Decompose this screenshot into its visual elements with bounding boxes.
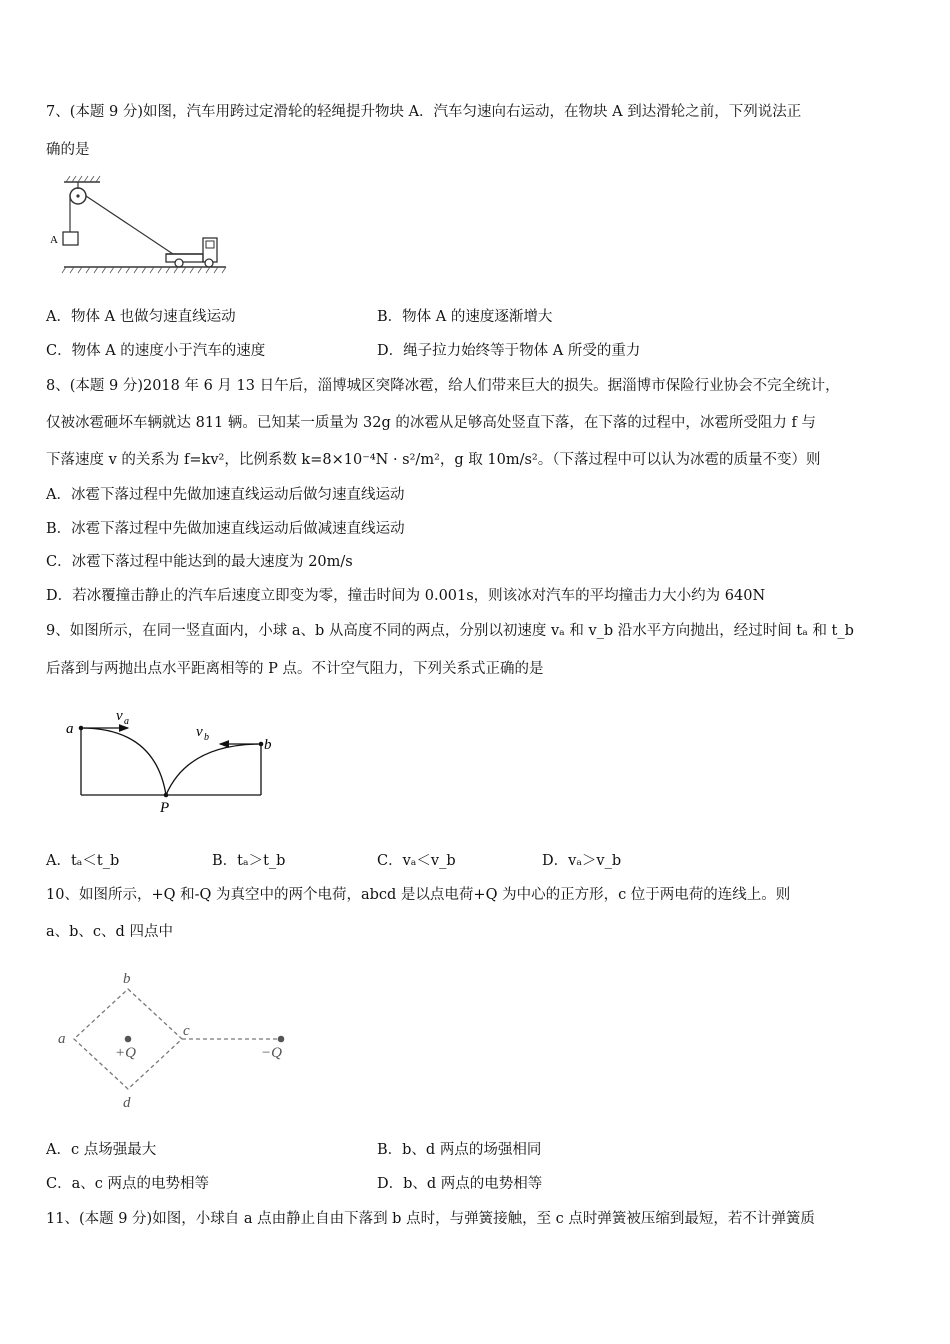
q7-block-label: A — [50, 234, 58, 246]
q8-stem-line3: 下落速度 v 的关系为 f=kv²，比例系数 k=8×10⁻⁴N · s²/m²，g 取 10m/s²。（下落过程中可以认为冰雹的质量不变）则 — [46, 452, 821, 468]
q8-stem-line2: 仅被冰雹砸坏车辆就达 811 辆。已知某一质量为 32g 的冰雹从足够高处竖直下落，在下落的过程中，冰雹所受阻力 f 与 — [46, 415, 816, 431]
q11-stem-line1: 11、(本题 9 分)如图，小球自 a 点由静止自由下落到 b 点时，与弹簧接触，至 c 点时弹簧被压缩到最短，若不计弹簧质 — [46, 1211, 815, 1227]
q7-pulley-truck-figure — [48, 172, 233, 277]
q9-label-va-sub: a — [124, 716, 129, 727]
q9-label-a: a — [66, 721, 74, 737]
q8-option-b[interactable]: B．冰雹下落过程中先做加速直线运动后做减速直线运动 — [46, 521, 405, 537]
q7-option-b[interactable]: B．物体 A 的速度逐渐增大 — [377, 309, 553, 325]
q8-option-d[interactable]: D．若冰覆撞击静止的汽车后速度立即变为零，撞击时间为 0.001s，则该冰对汽车的平均撞击力大小约为 640N — [46, 588, 766, 604]
q7-stem-line2: 确的是 — [46, 142, 90, 158]
q9-stem-line2: 后落到与两抛出点水平距离相等的 P 点。不计空气阻力，下列关系式正确的是 — [46, 661, 544, 677]
q10-stem-line1: 10、如图所示，+Q 和-Q 为真空中的两个电荷，abcd 是以点电荷+Q 为中心的正方形，c 位于两电荷的连线上。则 — [46, 887, 791, 903]
q10-label-c: c — [183, 1023, 190, 1039]
q9-projectile-figure — [60, 700, 285, 825]
q10-label-d: d — [123, 1095, 131, 1111]
q9-label-p: P — [160, 800, 170, 816]
q10-label-b: b — [123, 971, 131, 987]
q7-option-d[interactable]: D．绳子拉力始终等于物体 A 所受的重力 — [377, 343, 641, 359]
q10-label-plus-q: +Q — [115, 1045, 136, 1061]
q9-stem-line1: 9、如图所示，在同一竖直面内，小球 a、b 从高度不同的两点，分别以初速度 vₐ 和 v_b 沿水平方向抛出，经过时间 tₐ 和 t_b — [46, 623, 854, 639]
q8-option-a[interactable]: A．冰雹下落过程中先做加速直线运动后做匀速直线运动 — [46, 487, 405, 503]
q9-option-a[interactable]: A．tₐ＜t_b — [46, 853, 120, 869]
q7-stem-line1: 7、(本题 9 分)如图，汽车用跨过定滑轮的轻绳提升物块 A．汽车匀速向右运动，在物块 A 到达滑轮之前，下列说法正 — [46, 104, 802, 120]
q9-label-vb: v — [196, 724, 203, 740]
q10-option-c[interactable]: C．a、c 两点的电势相等 — [46, 1176, 209, 1192]
q9-label-va: v — [116, 708, 123, 724]
q9-label-vb-sub: b — [204, 732, 209, 743]
q8-option-c[interactable]: C．冰雹下落过程中能达到的最大速度为 20m/s — [46, 554, 353, 570]
q7-option-c[interactable]: C．物体 A 的速度小于汽车的速度 — [46, 343, 266, 359]
q10-option-b[interactable]: B．b、d 两点的场强相同 — [377, 1142, 542, 1158]
q10-option-a[interactable]: A．c 点场强最大 — [46, 1142, 157, 1158]
q10-option-d[interactable]: D．b、d 两点的电势相等 — [377, 1176, 543, 1192]
q8-stem-line1: 8、(本题 9 分)2018 年 6 月 13 日午后，淄博城区突降冰雹，给人们带来巨大的损失。据淄博市保险行业协会不完全统计， — [46, 378, 840, 394]
q9-option-d[interactable]: D．vₐ＞v_b — [542, 853, 622, 869]
q9-option-b[interactable]: B．tₐ＞t_b — [212, 853, 286, 869]
q7-option-a[interactable]: A．物体 A 也做匀速直线运动 — [46, 309, 236, 325]
q10-charges-figure — [55, 965, 300, 1115]
q10-label-a: a — [58, 1031, 66, 1047]
q10-label-minus-q: −Q — [261, 1045, 282, 1061]
q9-label-b: b — [264, 737, 272, 753]
q10-stem-line2: a、b、c、d 四点中 — [46, 924, 173, 940]
q9-option-c[interactable]: C．vₐ＜v_b — [377, 853, 456, 869]
